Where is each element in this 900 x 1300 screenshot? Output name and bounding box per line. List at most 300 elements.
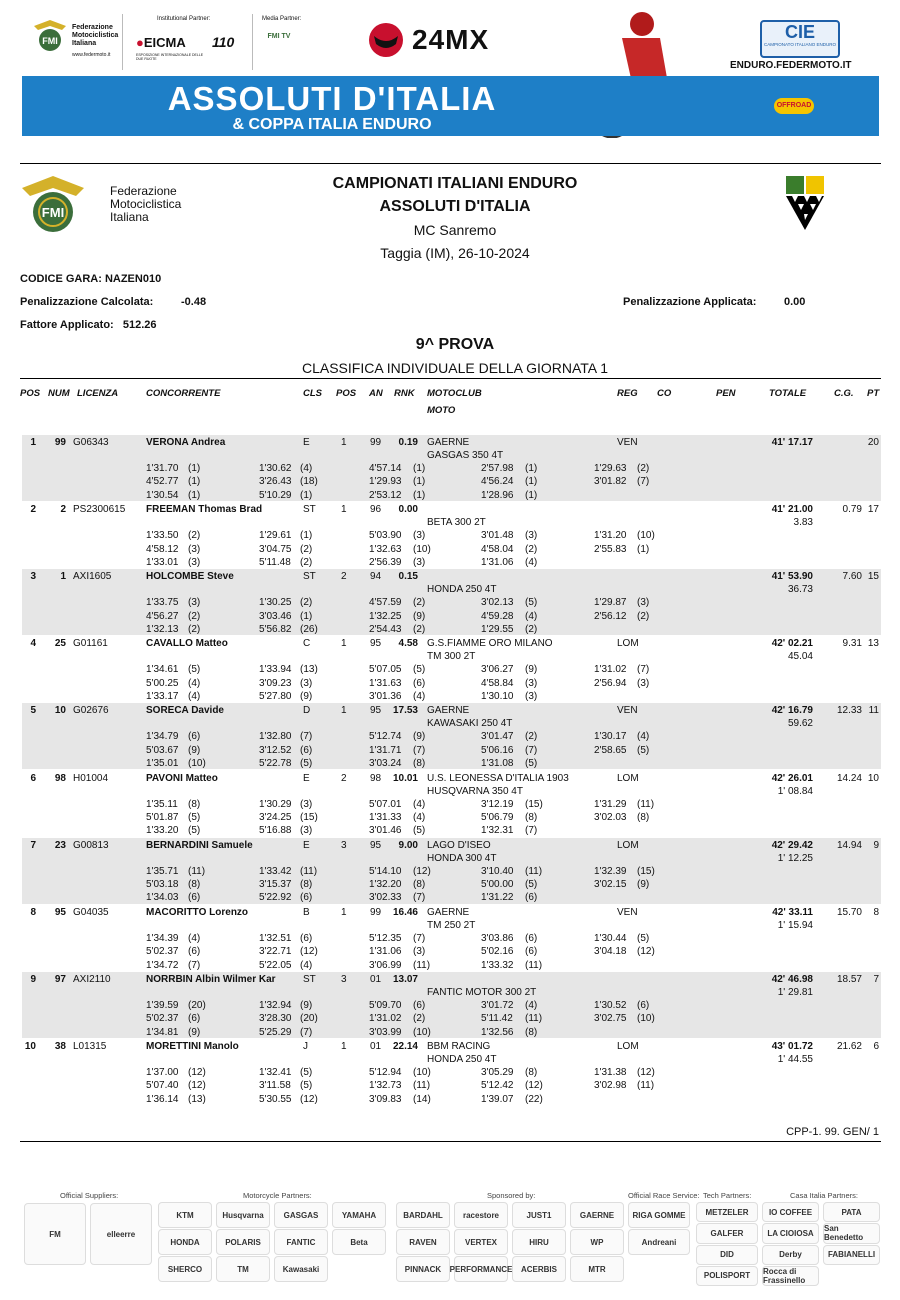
split-time: 5'02.37 [146, 1013, 179, 1025]
split-rank: (9) [525, 664, 538, 676]
row-pos: 10 [24, 1040, 36, 1052]
row-reg: VEN [617, 437, 638, 448]
split-time: 2'54.43 [369, 624, 402, 635]
partner-logo: POLISPORT [696, 1266, 758, 1286]
split-time: 1'33.42 [259, 865, 292, 877]
row-an: 99 [370, 906, 382, 918]
split-time: 3'02.75 [594, 1013, 627, 1025]
header-divider [20, 163, 881, 164]
partner-logo: PATA [823, 1202, 880, 1222]
row-name: MACORITTO Lorenzo [146, 906, 249, 918]
partner-logo: PERFORMANCE [454, 1256, 508, 1282]
table-top-divider [20, 378, 881, 379]
split-rank: (10) [413, 1066, 431, 1078]
row-cls: J [303, 1040, 308, 1052]
split-rank: (6) [525, 946, 538, 958]
row-an: 01 [370, 1040, 382, 1052]
split-rank: (13) [188, 1093, 206, 1105]
split-rank: (3) [188, 556, 201, 568]
split-rank: (12) [300, 1093, 318, 1105]
partner-logo: LA CIOIOSA [762, 1223, 819, 1243]
split-rank: (3) [300, 677, 313, 689]
row-pos: 1 [30, 437, 36, 448]
partner-logo: GALFER [696, 1223, 758, 1243]
split-rank: (26) [300, 624, 318, 635]
row-gap: 1' 44.55 [777, 1053, 813, 1065]
split-rank: (5) [525, 758, 538, 770]
split-rank: (3) [525, 530, 538, 542]
col-an: AN [369, 388, 383, 399]
row-moto: TM 250 2T [427, 919, 476, 931]
row-rnk: 17.53 [392, 705, 418, 717]
rider-photo [572, 8, 692, 76]
split-rank: (3) [188, 543, 201, 555]
split-time: 1'32.80 [259, 731, 292, 743]
split-rank: (10) [413, 1026, 431, 1038]
partner-logo: WP [570, 1229, 624, 1255]
partner-logo: RIGA GOMME [628, 1202, 690, 1228]
split-rank: (7) [525, 825, 538, 837]
split-rank: (6) [525, 932, 538, 944]
split-time: 1'31.71 [369, 744, 402, 756]
split-rank: (6) [188, 892, 201, 904]
split-rank: (7) [637, 664, 650, 676]
row-num: 95 [54, 906, 66, 918]
split-time: 1'30.52 [594, 999, 627, 1011]
row-num: 10 [54, 705, 66, 717]
split-time: 1'32.39 [594, 865, 627, 877]
row-cls: ST [303, 973, 316, 985]
split-rank: (2) [413, 624, 426, 635]
partner-logo: FANTIC [274, 1229, 328, 1255]
split-rank: (6) [637, 999, 650, 1011]
split-time: 3'06.99 [369, 959, 402, 971]
penalita-calcolata-label: Penalizzazione Calcolata: [20, 296, 154, 308]
row-gap: 45.04 [787, 651, 813, 663]
split-rank: (8) [188, 879, 201, 890]
split-time: 5'03.90 [369, 530, 402, 542]
row-name: VERONA Andrea [146, 437, 226, 448]
split-rank: (11) [300, 865, 318, 877]
partner-logo: Rocca di Frassinello [762, 1266, 819, 1286]
eicma-subtitle: ESPOSIZIONE INTERNAZIONALE DELLE DUE RUOTE [136, 53, 204, 61]
split-time: 5'11.42 [481, 1013, 513, 1025]
split-rank: (12) [188, 1066, 206, 1078]
row-gap: 36.73 [787, 584, 813, 596]
split-rank: (2) [637, 463, 650, 474]
split-rank: (18) [300, 476, 318, 488]
split-rank: (10) [637, 530, 655, 542]
col-pos: POS [20, 388, 41, 399]
split-rank: (2) [525, 731, 538, 743]
row-pt: 20 [867, 437, 879, 448]
col-class-pos: POS [336, 388, 357, 399]
partner-group-label: Official Suppliers: [60, 1191, 119, 1200]
split-time: 1'30.44 [594, 932, 627, 944]
split-time: 5'22.78 [259, 758, 292, 770]
split-rank: (7) [413, 932, 426, 944]
split-rank: (11) [413, 959, 431, 971]
split-time: 1'33.17 [146, 691, 179, 703]
split-rank: (1) [413, 463, 426, 474]
svg-text:FMI: FMI [41, 205, 65, 220]
split-time: 3'01.36 [369, 691, 402, 703]
partner-logo: Husqvarna [216, 1202, 270, 1228]
split-time: 1'34.79 [146, 731, 179, 743]
row-cls: E [303, 839, 310, 851]
partner-group-label: Sponsored by: [487, 1191, 536, 1200]
split-time: 5'03.67 [146, 744, 179, 756]
row-tot: 41' 53.90 [771, 571, 813, 583]
split-time: 1'33.01 [146, 556, 179, 568]
row-moto: GASGAS 350 4T [427, 450, 504, 461]
split-time: 3'01.48 [481, 530, 514, 542]
fattore-applicato: Fattore Applicato: 512.26 [20, 319, 157, 331]
split-rank: (1) [525, 476, 538, 488]
split-time: 3'04.75 [259, 543, 292, 555]
split-time: 1'32.63 [369, 543, 402, 555]
split-rank: (3) [413, 530, 426, 542]
split-rank: (15) [637, 865, 655, 877]
split-rank: (12) [637, 946, 655, 958]
partner-logo: Kawasaki [274, 1256, 328, 1282]
row-name: BERNARDINI Samuele [146, 839, 253, 851]
split-rank: (1) [637, 543, 650, 555]
row-lic: G02676 [73, 705, 109, 717]
split-rank: (10) [188, 758, 206, 770]
split-time: 1'33.20 [146, 825, 179, 837]
split-time: 1'34.03 [146, 892, 179, 904]
row-lic: AXI1605 [73, 571, 112, 583]
row-an: 99 [370, 437, 382, 448]
split-time: 1'32.94 [259, 999, 292, 1011]
split-rank: (5) [525, 597, 538, 609]
row-rnk: 10.01 [392, 772, 418, 784]
row-pos: 8 [30, 906, 36, 918]
row-reg: LOM [617, 638, 639, 650]
split-rank: (4) [525, 610, 538, 622]
row-gap: 59.62 [787, 718, 813, 730]
split-rank: (8) [413, 879, 426, 890]
split-time: 5'56.82 [259, 624, 292, 635]
split-time: 1'31.02 [594, 664, 627, 676]
site-link[interactable]: ENDURO.FEDERMOTO.IT [730, 60, 852, 71]
split-rank: (5) [525, 879, 538, 890]
split-time: 4'57.14 [369, 463, 402, 474]
split-time: 1'39.59 [146, 999, 179, 1011]
row-lic: L01315 [73, 1040, 107, 1052]
split-time: 5'30.55 [259, 1093, 292, 1105]
split-time: 3'12.52 [259, 744, 292, 756]
row-pt: 17 [867, 504, 879, 516]
split-time: 1'35.71 [146, 865, 179, 877]
partner-logo: KTM [158, 1202, 212, 1228]
row-num: 38 [54, 1040, 66, 1052]
row-cpos: 1 [341, 437, 347, 448]
split-rank: (7) [413, 892, 426, 904]
split-time: 2'55.83 [594, 543, 627, 555]
split-time: 1'30.25 [259, 597, 292, 609]
split-time: 1'34.72 [146, 959, 179, 971]
split-time: 5'00.00 [481, 879, 514, 890]
banner-title: ASSOLUTI D'ITALIA [167, 80, 497, 117]
organizing-club: MC Sanremo [413, 222, 497, 238]
col-pen: PEN [716, 388, 736, 399]
row-num: 23 [54, 839, 66, 851]
row-pt: 10 [867, 772, 879, 784]
partner-logo: SHERCO [158, 1256, 212, 1282]
split-rank: (3) [188, 597, 201, 609]
row-an: 96 [370, 504, 382, 516]
split-rank: (1) [188, 476, 201, 488]
eicma-logo: ●EICMA [136, 35, 186, 50]
split-rank: (1) [300, 530, 313, 542]
split-time: 5'14.10 [369, 865, 402, 877]
split-time: 1'33.94 [259, 664, 292, 676]
split-rank: (4) [300, 959, 313, 971]
split-rank: (3) [637, 597, 650, 609]
row-rnk: 0.00 [398, 504, 418, 516]
split-time: 5'02.16 [481, 946, 514, 958]
split-rank: (15) [300, 811, 318, 823]
split-time: 3'28.30 [259, 1013, 292, 1025]
split-rank: (9) [413, 731, 426, 743]
row-club: G.S.FIAMME ORO MILANO [427, 638, 553, 650]
split-time: 3'10.40 [481, 865, 514, 877]
page-reference: CPP-1. 99. GEN/ 1 [786, 1126, 879, 1138]
row-rnk: 4.58 [398, 638, 418, 650]
split-time: 1'30.10 [481, 691, 514, 703]
split-rank: (11) [525, 1013, 543, 1025]
split-time: 1'37.00 [146, 1066, 179, 1078]
split-rank: (2) [300, 543, 313, 555]
split-time: 5'09.70 [369, 999, 402, 1011]
partner-logo: DID [696, 1245, 758, 1265]
split-time: 5'06.16 [481, 744, 514, 756]
place-date: Taggia (IM), 26-10-2024 [380, 245, 530, 261]
row-an: 94 [370, 571, 382, 583]
row-cls: E [303, 437, 310, 448]
split-rank: (8) [525, 1026, 538, 1038]
split-time: 3'03.24 [369, 758, 402, 770]
split-time: 5'01.87 [146, 811, 179, 823]
federation-name: Federazione Motociclistica Italiana [110, 184, 182, 224]
split-rank: (7) [300, 1026, 313, 1038]
split-time: 5'11.48 [259, 556, 291, 568]
split-time: 3'15.37 [259, 879, 292, 890]
split-rank: (5) [300, 758, 313, 770]
row-gap: 1' 15.94 [777, 919, 813, 931]
split-time: 3'24.25 [259, 811, 292, 823]
partner-logo: BARDAHL [396, 1202, 450, 1228]
row-reg: VEN [617, 906, 638, 918]
split-time: 3'05.29 [481, 1066, 514, 1078]
split-time: 3'02.13 [481, 597, 514, 609]
split-time: 5'06.79 [481, 811, 514, 823]
row-cg: 21.62 [836, 1040, 862, 1052]
split-time: 1'29.87 [594, 597, 627, 609]
split-rank: (5) [637, 932, 650, 944]
split-rank: (5) [300, 1066, 313, 1078]
row-an: 01 [370, 973, 382, 985]
row-pos: 7 [30, 839, 36, 851]
partner-logo: Derby [762, 1245, 819, 1265]
split-time: 3'03.99 [369, 1026, 402, 1038]
split-time: 1'30.29 [259, 798, 292, 810]
top-banner [22, 8, 880, 76]
split-rank: (15) [525, 798, 543, 810]
partner-logo: elleerre [90, 1203, 152, 1265]
row-moto: HONDA 250 4T [427, 1053, 497, 1065]
split-rank: (11) [637, 798, 655, 810]
svg-text:FMI: FMI [42, 36, 58, 46]
split-time: 1'29.61 [259, 530, 292, 542]
split-time: 3'03.86 [481, 932, 514, 944]
fmi-wings-icon [22, 170, 84, 240]
split-time: 3'02.15 [594, 879, 627, 890]
split-time: 2'58.65 [594, 744, 627, 756]
split-rank: (5) [188, 825, 201, 837]
partner-logo: GAERNE [570, 1202, 624, 1228]
split-time: 4'59.28 [481, 610, 514, 622]
row-cls: C [303, 638, 311, 650]
split-rank: (11) [525, 865, 543, 877]
row-gap: 1' 12.25 [777, 852, 813, 864]
row-tot: 41' 21.00 [771, 504, 813, 516]
col-totale: TOTALE [769, 388, 807, 399]
split-rank: (12) [637, 1066, 655, 1078]
split-rank: (20) [188, 999, 206, 1011]
split-rank: (11) [188, 865, 206, 877]
split-time: 1'32.31 [481, 825, 514, 837]
split-time: 1'36.14 [146, 1093, 179, 1105]
split-time: 4'52.77 [146, 476, 179, 488]
split-rank: (12) [413, 865, 431, 877]
col-reg: REG [617, 388, 638, 399]
split-rank: (6) [300, 744, 313, 756]
row-rnk: 0.15 [398, 571, 418, 583]
row-pos: 6 [30, 772, 36, 784]
partner-logo: JUST1 [512, 1202, 566, 1228]
row-pt: 11 [868, 705, 879, 717]
split-time: 3'03.46 [259, 610, 292, 622]
split-time: 4'56.27 [146, 610, 179, 622]
partner-logo: POLARIS [216, 1229, 270, 1255]
split-rank: (4) [637, 731, 650, 743]
row-moto: HONDA 250 4T [427, 584, 497, 596]
split-rank: (11) [637, 1080, 655, 1092]
split-time: 1'33.50 [146, 530, 179, 542]
row-num: 2 [60, 504, 66, 516]
row-moto: BETA 300 2T [427, 517, 486, 529]
split-rank: (9) [300, 691, 313, 703]
split-time: 2'56.12 [594, 610, 627, 622]
split-rank: (3) [525, 691, 538, 703]
row-pos: 2 [30, 504, 36, 516]
split-time: 4'56.24 [481, 476, 514, 488]
row-gap: 3.83 [793, 517, 813, 529]
split-rank: (4) [188, 691, 201, 703]
row-cpos: 1 [341, 705, 347, 717]
split-rank: (2) [188, 610, 201, 622]
eicma-110-logo: 110 [212, 34, 235, 50]
col-pt: PT [867, 388, 880, 399]
split-rank: (6) [188, 1013, 201, 1025]
split-time: 1'30.62 [259, 463, 292, 474]
split-rank: (14) [413, 1093, 431, 1105]
split-time: 1'32.73 [369, 1080, 402, 1092]
split-rank: (7) [188, 959, 201, 971]
col-cg: C.G. [834, 388, 854, 399]
row-pos: 3 [30, 571, 36, 583]
row-num: 1 [60, 571, 66, 583]
row-club: BBM RACING [427, 1040, 491, 1052]
row-cls: ST [303, 571, 316, 583]
split-time: 1'31.63 [369, 677, 402, 689]
split-rank: (2) [637, 610, 650, 622]
row-reg: LOM [617, 772, 639, 784]
24mx-mask-icon [368, 20, 404, 60]
split-rank: (2) [188, 624, 201, 635]
row-cls: B [303, 906, 310, 918]
row-lic: G06343 [73, 437, 109, 448]
row-num: 25 [54, 638, 66, 650]
row-cpos: 3 [341, 839, 347, 851]
split-rank: (9) [188, 744, 201, 756]
split-time: 1'31.20 [594, 530, 627, 542]
row-pos: 5 [30, 705, 36, 717]
split-rank: (1) [413, 476, 426, 488]
split-rank: (4) [188, 677, 201, 689]
split-rank: (3) [525, 677, 538, 689]
split-time: 1'34.61 [146, 664, 179, 676]
24mx-logo [368, 20, 404, 65]
row-num: 97 [54, 973, 66, 985]
split-time: 1'31.02 [369, 1013, 402, 1025]
row-cpos: 2 [341, 571, 347, 583]
split-rank: (5) [188, 811, 201, 823]
split-rank: (9) [300, 999, 313, 1011]
split-rank: (20) [300, 1013, 318, 1025]
split-rank: (6) [188, 946, 201, 958]
split-time: 1'31.06 [481, 556, 514, 568]
row-gap: 1' 29.81 [777, 986, 813, 998]
split-rank: (2) [525, 543, 538, 555]
split-time: 1'30.54 [146, 489, 179, 501]
row-reg: VEN [617, 705, 638, 717]
split-time: 1'31.38 [594, 1066, 627, 1078]
split-rank: (2) [413, 597, 426, 609]
split-time: 4'58.04 [481, 543, 514, 555]
split-rank: (12) [188, 1080, 206, 1092]
row-an: 95 [370, 638, 382, 650]
row-tot: 42' 29.42 [771, 839, 813, 851]
split-rank: (3) [413, 946, 426, 958]
row-club: GAERNE [427, 437, 470, 448]
doc-title: CAMPIONATI ITALIANI ENDURO [332, 175, 578, 192]
split-rank: (11) [525, 959, 543, 971]
split-time: 5'22.05 [259, 959, 292, 971]
row-cpos: 2 [341, 772, 347, 784]
split-time: 2'57.98 [481, 463, 514, 474]
row-tot: 42' 02.21 [771, 638, 813, 650]
split-time: 1'32.51 [259, 932, 292, 944]
split-rank: (5) [413, 664, 426, 676]
col-rnk: RNK [394, 388, 415, 399]
col-motoclub: MOTOCLUB [427, 388, 482, 399]
split-time: 2'56.94 [594, 677, 627, 689]
split-rank: (8) [525, 811, 538, 823]
